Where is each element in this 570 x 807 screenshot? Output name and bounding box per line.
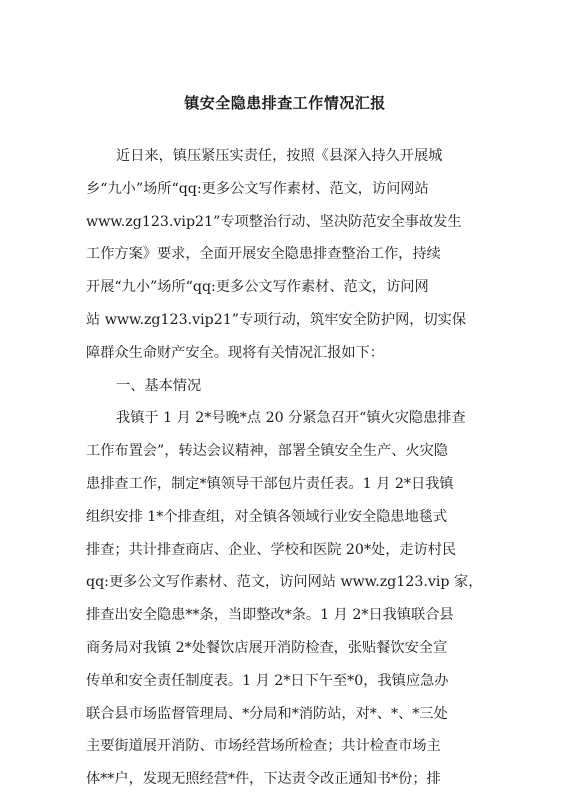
document-title: 镇安全隐患排查工作情况汇报 [184, 94, 386, 112]
paragraph-line: 主要街道展开消防、市场经营场所检查；共计检查市场主 [86, 738, 441, 755]
paragraph-line: 站 www.zg123.vip21”专项行动，筑牢安全防护网，切实保 [86, 311, 467, 328]
paragraph-line: 患排查工作，制定*镇领导干部包片责任表。1 月 2*日我镇 [86, 475, 454, 492]
paragraph-line: 组织安排 1*个排查组，对全镇各领域行业安全隐患地毯式 [86, 508, 448, 525]
paragraph-line: 工作方案》要求，全面开展安全隐患排查整治工作，持续 [86, 246, 441, 263]
paragraph-line: 体**户，发现无照经营*件，下达责令改正通知书*份；排 [86, 771, 441, 788]
paragraph-line: 我镇于 1 月 2*号晚*点 20 分紧急召开“镇火灾隐患排查 [116, 410, 466, 427]
paragraph-line: 排查；共计排查商店、企业、学校和医院 20*处，走访村民 [86, 541, 457, 558]
paragraph-line: 商务局对我镇 2*处餐饮店展开消防检查，张贴餐饮安全宣 [86, 639, 448, 656]
paragraph-line: 障群众生命财产安全。现将有关情况汇报如下： [86, 344, 384, 361]
paragraph-line: 工作布置会”，转达会议精神，部署全镇安全生产、火灾隐 [86, 443, 448, 460]
paragraph-line: www.zg123.vip21”专项整治行动、坚决防范安全事故发生 [86, 213, 462, 230]
paragraph-line: 传单和安全责任制度表。1 月 2*日下午至*0，我镇应急办 [86, 672, 449, 689]
paragraph-line: qq:更多公文写作素材、范文，访问网站 www.zg123.vip 家， [86, 574, 483, 591]
section-heading: 一、基本情况 [116, 377, 202, 394]
paragraph-line: 开展“九小”场所“qq:更多公文写作素材、范文，访问网 [86, 279, 429, 296]
paragraph-line: 排查出安全隐患**条，当即整改*条。1 月 2*日我镇联合县 [86, 607, 454, 624]
paragraph-line: 联合县市场监督管理局、*分局和*消防站，对*、*、*三处 [86, 705, 448, 722]
paragraph-line: 乡“九小”场所“qq:更多公文写作素材、范文，访问网站 [86, 180, 429, 197]
paragraph-line: 近日来，镇压紧压实责任，按照《县深入持久开展城 [116, 148, 443, 164]
document-body [86, 140, 486, 796]
